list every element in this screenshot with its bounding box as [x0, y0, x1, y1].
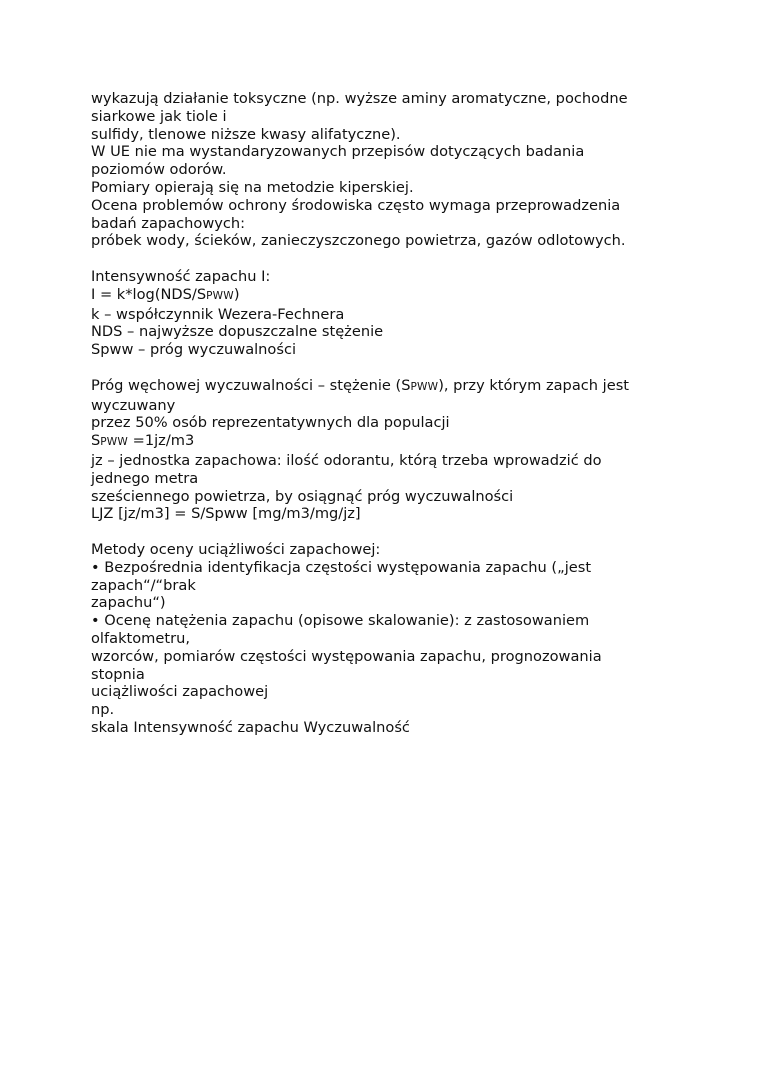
text-line [91, 377, 691, 397]
text-line: stopnia [91, 665, 145, 683]
text-line: zapach“/“brak [91, 576, 196, 594]
text-segment: =1jz/m3 [127, 432, 195, 450]
blank-line [91, 523, 691, 541]
text-line: uciążliwości zapachowej [91, 683, 269, 701]
text-line: jz – jednostka zapachowa: ilość odorantu, którą trzeba wprowadzić do [91, 451, 602, 469]
text-line: LJZ [jz/m3] = S/Spww [mg/m3/mg/jz] [91, 505, 361, 523]
text-line: Metody oceny uciążliwości zapachowej: [91, 540, 381, 558]
text-segment: ), przy którym zapach jest [438, 376, 630, 394]
blank-line [91, 359, 691, 377]
bullet-line: • Bezpośrednia identyfikacja częstości występowania zapachu („jest [91, 558, 592, 576]
text-line: Pomiary opierają się na metodzie kiperskiej. [91, 178, 414, 196]
text-line: Spww – próg wyczuwalności [91, 341, 297, 359]
text-line: k – współczynnik Wezera-Fechnera [91, 305, 345, 323]
text-line: wzorców, pomiarów częstości występowania zapachu, prognozowania [91, 647, 602, 665]
text-line: skala Intensywność zapachu Wyczuwalność [91, 718, 410, 736]
text-line: Ocena problemów ochrony środowiska często wymaga przeprowadzenia [91, 196, 621, 214]
blank-line [91, 250, 691, 268]
subscript-text: PWW [100, 436, 128, 449]
formula-text: ) [233, 285, 240, 303]
text-line: badań zapachowych: [91, 214, 246, 232]
text-line: poziomów odorów. [91, 161, 227, 179]
text-line [91, 432, 691, 452]
formula-line [91, 286, 691, 306]
formula-text: I = k*log(NDS/S [91, 285, 207, 303]
text-line: sulfidy, tlenowe niższe kwasy alifatyczne). [91, 125, 401, 143]
text-line: NDS – najwyższe dopuszczalne stężenie [91, 323, 384, 341]
text-line: Intensywność zapachu I: [91, 267, 271, 285]
subscript-text: PWW [410, 380, 439, 393]
text-line: olfaktometru, [91, 629, 190, 647]
text-segment: Próg węchowej wyczuwalności – stężenie (S [91, 376, 411, 394]
text-line: jednego metra [91, 469, 199, 487]
text-line: przez 50% osób reprezentatywnych dla populacji [91, 414, 450, 432]
text-line: sześciennego powietrza, by osiągnąć próg wyczuwalności [91, 487, 514, 505]
document-body [91, 90, 691, 737]
text-line: wyczuwany [91, 396, 176, 414]
subscript-text: PWW [206, 289, 234, 302]
bullet-line: • Ocenę natężenia zapachu (opisowe skalowanie): z zastosowaniem [91, 612, 590, 630]
text-line: W UE nie ma wystandaryzowanych przepisów dotyczących badania [91, 143, 585, 161]
text-line: siarkowe jak tiole i [91, 107, 227, 125]
text-line: próbek wody, ścieków, zanieczyszczonego powietrza, gazów odlotowych. [91, 232, 626, 250]
text-segment: S [91, 432, 101, 450]
text-line: zapachu“) [91, 594, 166, 612]
text-line: wykazują działanie toksyczne (np. wyższe aminy aromatyczne, pochodne [91, 90, 628, 107]
text-line: np. [91, 701, 115, 719]
